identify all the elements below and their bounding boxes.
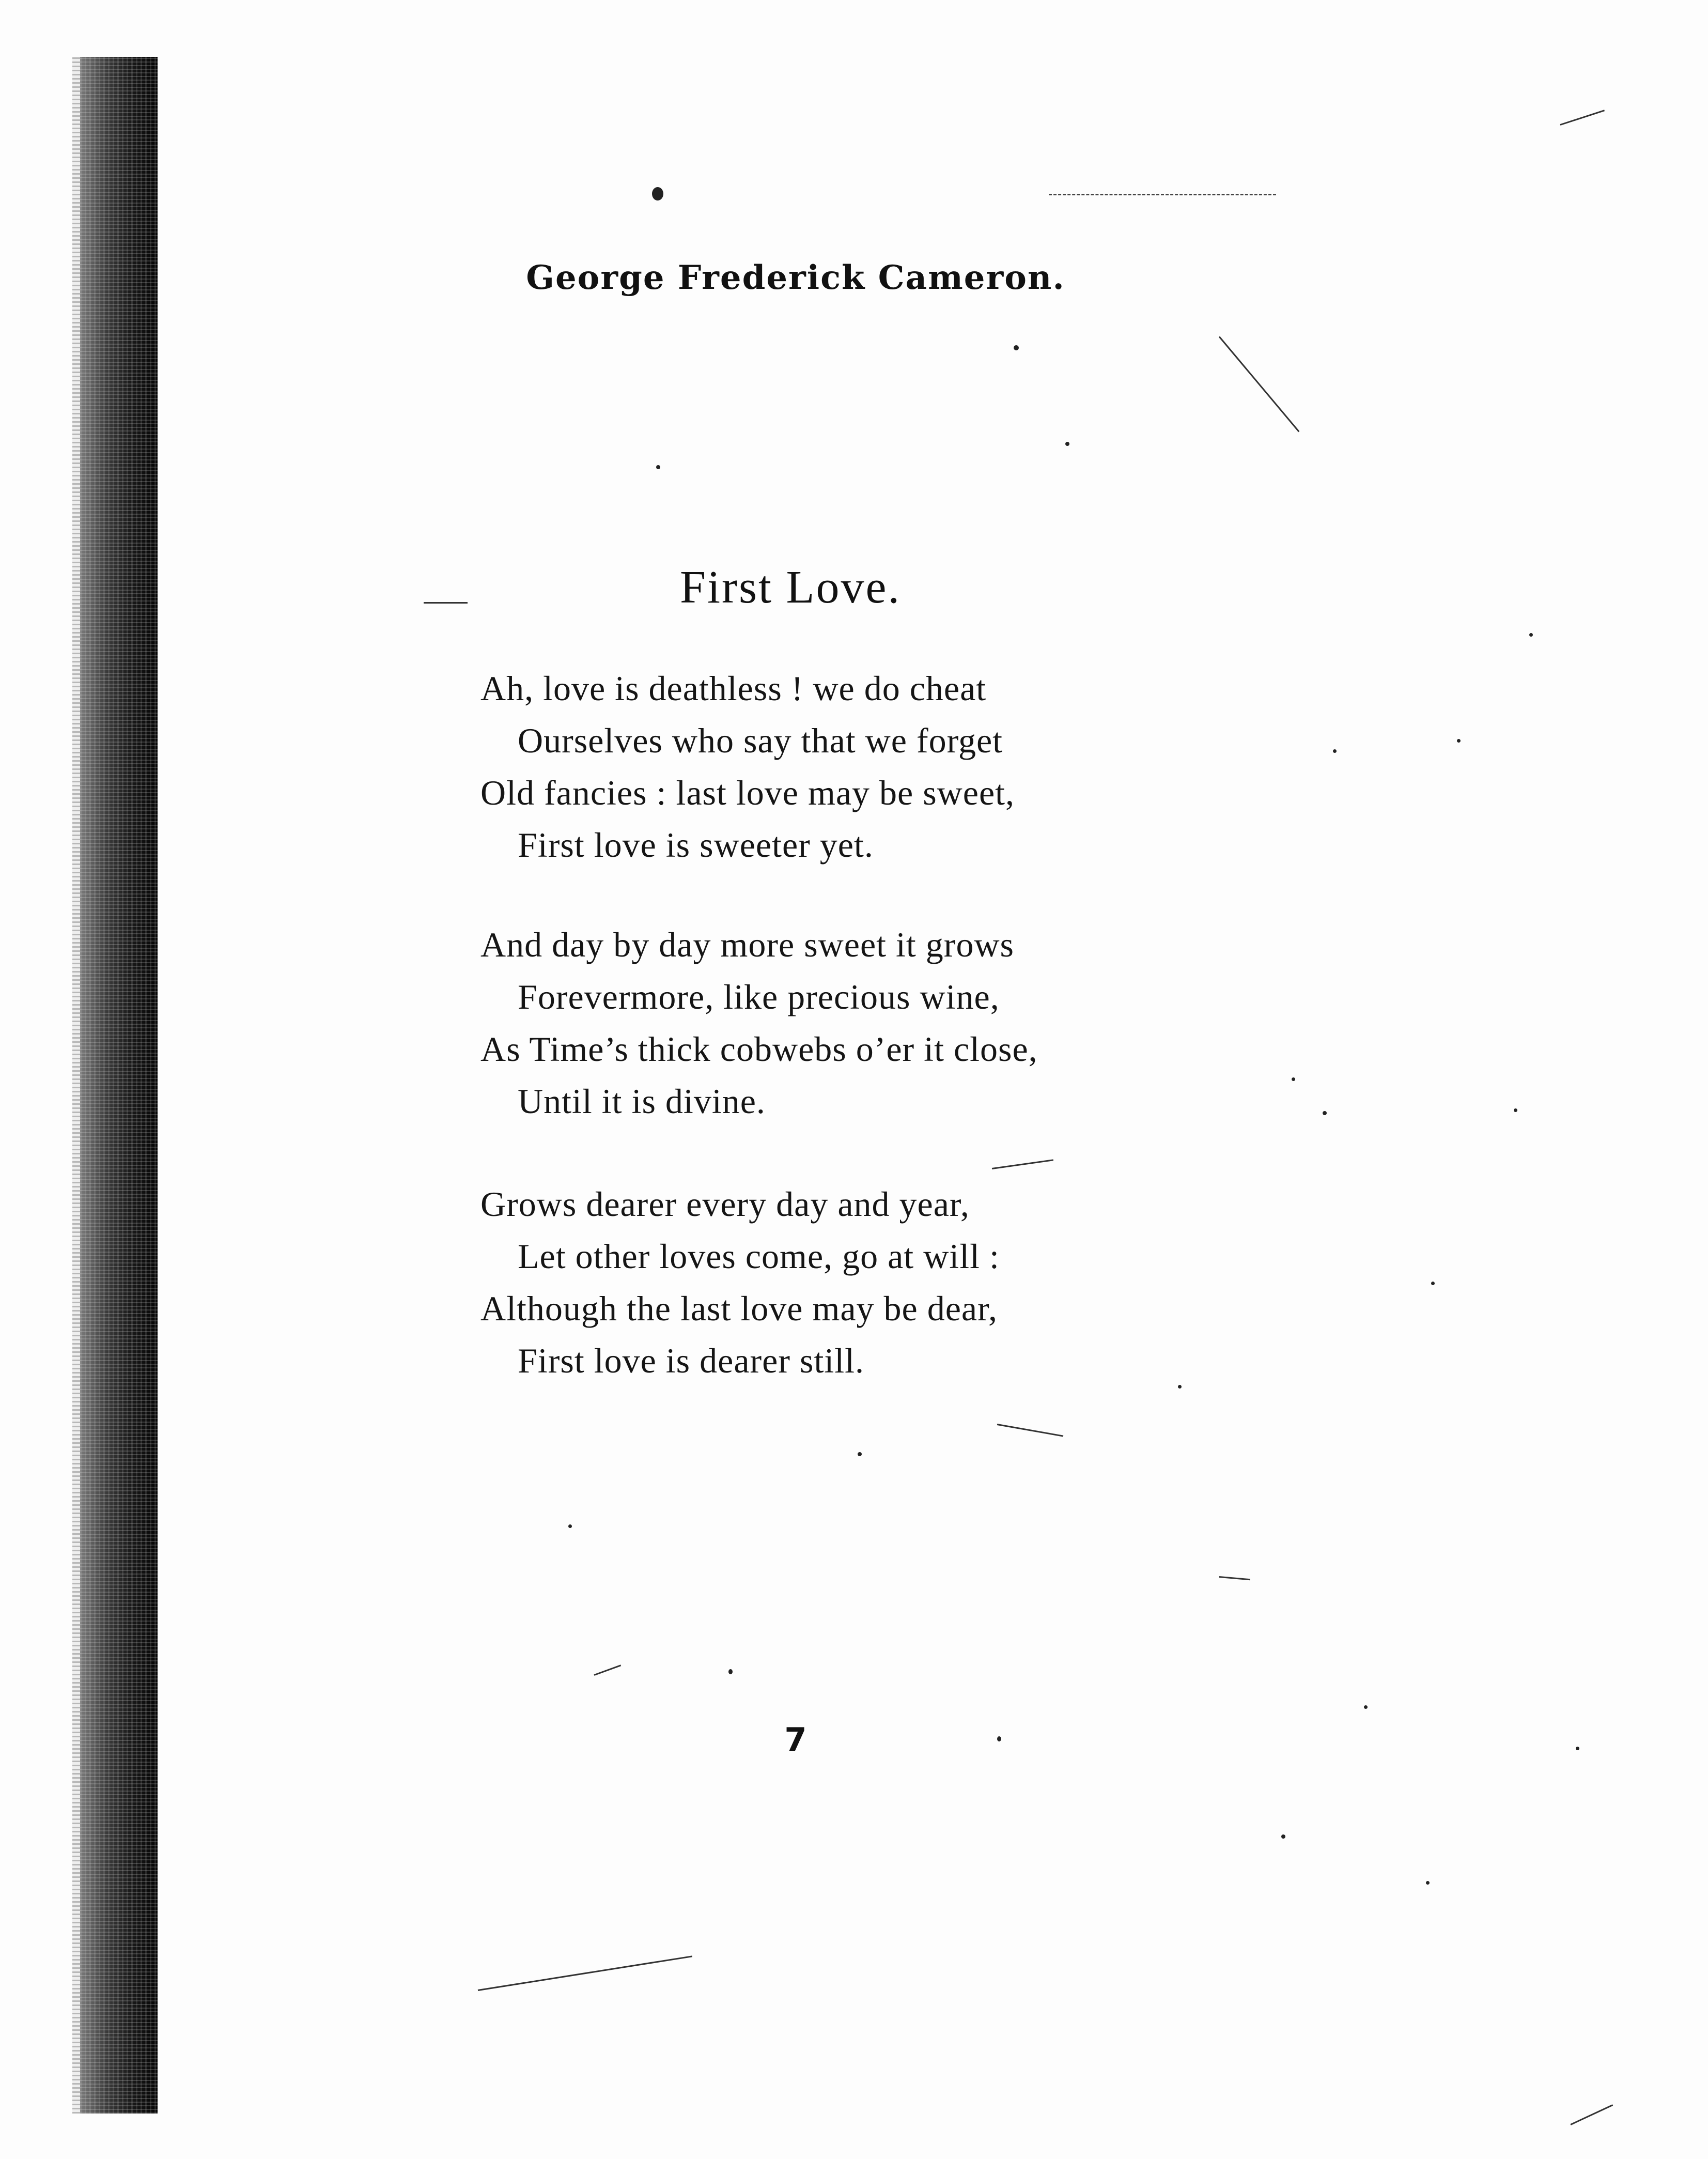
poem-line: Old fancies : last love may be sweet, — [480, 773, 1015, 812]
poem-line: Until it is divine. — [518, 1082, 766, 1121]
stanza-3 — [480, 1178, 1152, 1387]
scan-speck — [1514, 1108, 1517, 1112]
scan-speck — [1576, 1747, 1579, 1750]
poem-title: First Love. — [680, 562, 901, 613]
scan-speck — [728, 1669, 733, 1674]
scan-speck — [858, 1452, 862, 1456]
running-head-author: George Frederick Cameron. — [526, 258, 1065, 297]
scan-speck — [1457, 739, 1461, 743]
scan-speck — [1323, 1111, 1327, 1115]
poem-line: As Time’s thick cobwebs o’er it close, — [480, 1029, 1038, 1069]
scan-scratch — [1219, 336, 1300, 433]
scan-scratch — [424, 602, 468, 604]
poem-line: First love is dearer still. — [518, 1341, 865, 1380]
scan-scratch — [594, 1664, 621, 1676]
poem-line: Ah, love is deathless ! we do cheat — [480, 669, 987, 708]
poem-line: Ourselves who say that we forget — [518, 721, 1003, 760]
stanza-2 — [480, 919, 1152, 1128]
poem-line: Let other loves come, go at will : — [518, 1237, 1000, 1276]
poem-line: Although the last love may be dear, — [480, 1289, 998, 1328]
stanza-1 — [480, 662, 1152, 871]
scan-speck — [1426, 1881, 1430, 1885]
scan-scratch — [1570, 2104, 1613, 2125]
scan-speck — [1333, 749, 1337, 753]
scan-speck — [652, 187, 663, 201]
scan-speck — [656, 465, 660, 469]
scan-speck — [1281, 1834, 1285, 1839]
scan-speck — [997, 1736, 1001, 1741]
scan-speck — [1178, 1385, 1182, 1389]
scan-scratch — [997, 1424, 1064, 1437]
poem-line: Forevermore, like precious wine, — [518, 977, 1000, 1016]
scan-scratch — [992, 1159, 1053, 1169]
book-binding-shadow — [80, 57, 158, 2114]
poem-line: Grows dearer every day and year, — [480, 1184, 970, 1224]
scan-speck — [1014, 345, 1019, 350]
scan-speck — [1065, 442, 1069, 446]
scan-speck — [568, 1524, 572, 1528]
poem-line: And day by day more sweet it grows — [480, 925, 1015, 964]
scan-scratch-rule — [1049, 194, 1276, 195]
scan-speck — [1529, 633, 1533, 637]
scan-scratch — [1219, 1576, 1250, 1580]
scan-scratch — [1560, 110, 1605, 126]
scan-speck — [1364, 1705, 1368, 1709]
scan-speck — [1431, 1282, 1435, 1285]
page-number: 7 — [784, 1721, 807, 1759]
scan-scratch — [478, 1955, 692, 1991]
poem-line: First love is sweeter yet. — [518, 825, 874, 865]
scan-speck — [1292, 1077, 1295, 1081]
